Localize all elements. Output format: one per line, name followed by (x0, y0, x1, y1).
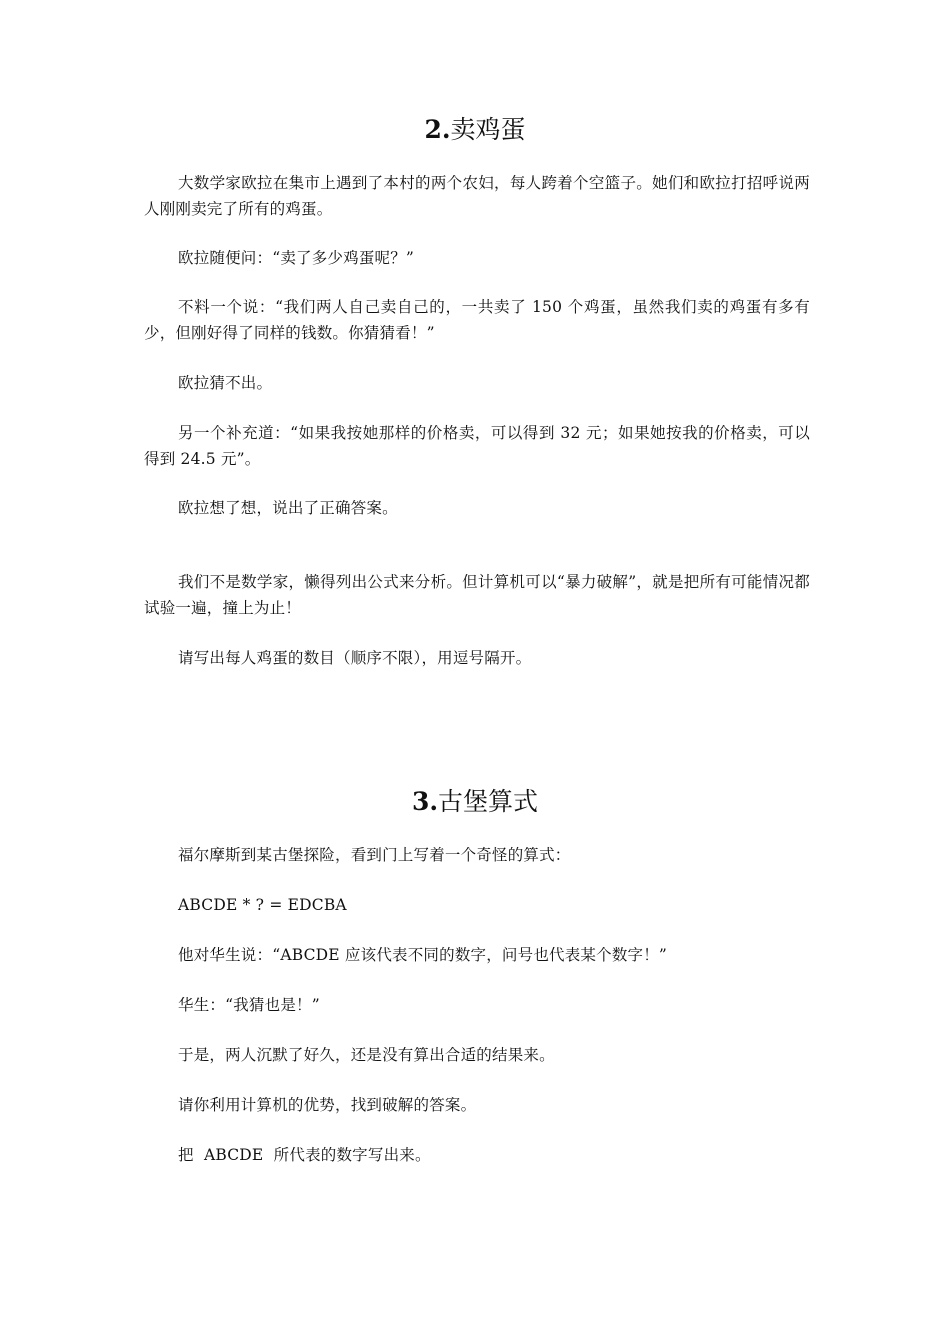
section-title-sell-eggs (0, 114, 950, 146)
paragraph: 华生：“我猜也是！” (178, 996, 320, 1014)
paragraph: 请写出每人鸡蛋的数目（顺序不限），用逗号隔开。 (178, 649, 532, 667)
paragraph: 于是，两人沉默了好久，还是没有算出合适的结果来。 (178, 1046, 555, 1064)
paragraph: 另一个补充道：“如果我按她那样的价格卖，可以得到 32 元；如果她按我的价格卖，可以得到 24.5 元”。 (144, 424, 810, 468)
paragraph: 福尔摩斯到某古堡探险，看到门上写着一个奇怪的算式： (178, 846, 571, 864)
paragraph: 欧拉想了想，说出了正确答案。 (178, 499, 398, 517)
paragraph: 不料一个说：“我们两人自己卖自己的，一共卖了 150 个鸡蛋，虽然我们卖的鸡蛋有多有少，但刚好得了同样的钱数。你猜猜看！” (144, 298, 810, 342)
paragraph: 把 ABCDE 所代表的数字写出来。 (178, 1146, 431, 1164)
paragraph: 欧拉猜不出。 (178, 374, 273, 392)
equation-paragraph: ABCDE * ? = EDCBA (178, 896, 347, 914)
section-title-castle-equation (0, 786, 950, 818)
paragraph: 请你利用计算机的优势，找到破解的答案。 (178, 1096, 477, 1114)
paragraph: 他对华生说：“ABCDE 应该代表不同的数字，问号也代表某个数字！” (178, 946, 668, 964)
section-number: 3. (411, 787, 439, 816)
section-number: 2. (424, 115, 451, 144)
paragraph: 欧拉随便问：“卖了多少鸡蛋呢？” (178, 249, 415, 267)
section-title-text: 卖鸡蛋 (450, 115, 526, 144)
section-title-text: 古堡算式 (438, 787, 539, 816)
paragraph: 我们不是数学家，懒得列出公式来分析。但计算机可以“暴力破解”，就是把所有可能情况都试验一遍，撞上为止！ (144, 573, 810, 617)
paragraph: 大数学家欧拉在集市上遇到了本村的两个农妇，每人跨着个空篮子。她们和欧拉打招呼说两人刚刚卖完了所有的鸡蛋。 (144, 174, 810, 218)
